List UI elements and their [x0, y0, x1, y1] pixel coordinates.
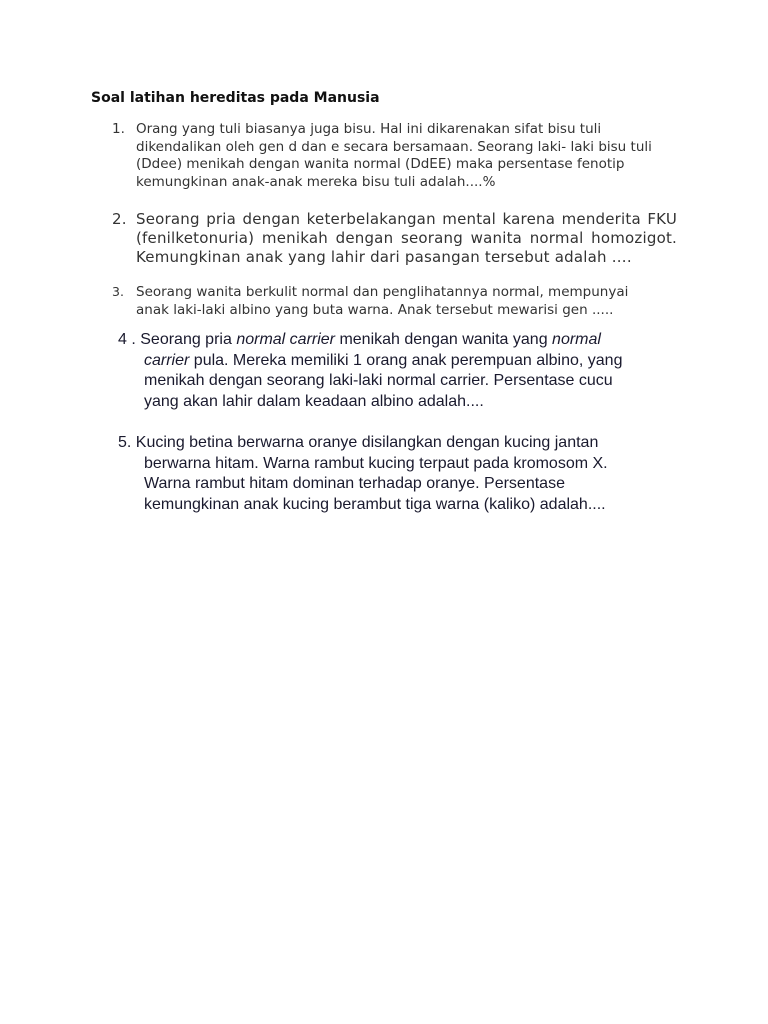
question-text [144, 454, 664, 516]
question-line: Warna rambut hitam dominan terhadap oranye. Persentase [144, 475, 565, 492]
question-line: Orang yang tuli biasanya juga bisu. Hal ini dikarenakan sifat bisu tuli [136, 121, 602, 137]
italic-term: normal carrier [236, 331, 335, 348]
question-text-segment: Seorang pria [135, 331, 237, 348]
question-line: Seorang pria dengan keterbelakangan mental karena menderita FKU [136, 210, 677, 228]
question-text [136, 210, 677, 267]
question-line: (Ddee) menikah dengan wanita normal (DdEE) maka persentase fenotip [136, 156, 625, 172]
question-line: yang akan lahir dalam keadaan albino adalah.... [144, 392, 484, 410]
italic-term: carrier [144, 351, 190, 369]
question-number: 2. [112, 210, 127, 228]
question-text-segment: menikah dengan wanita yang [335, 331, 553, 348]
question-line: dikendalikan oleh gen d dan e secara bersamaan. Seorang laki- laki bisu tuli [136, 138, 652, 155]
question-text [136, 283, 676, 319]
question-line: kemungkinan anak-anak mereka bisu tuli adalah....% [136, 173, 496, 190]
question-line: berwarna hitam. Warna rambut kucing terpaut pada kromosom X. [144, 454, 608, 472]
question-number: 3. [112, 284, 124, 299]
question-text [136, 121, 676, 191]
italic-term: normal [552, 331, 601, 348]
question-text [144, 351, 664, 413]
question-number: 1. [112, 121, 125, 137]
question-line: kemungkinan anak kucing berambut tiga warna (kaliko) adalah.... [144, 495, 606, 513]
question-number: 5. [118, 434, 132, 451]
question-number: 4 . [118, 331, 136, 348]
question-line: Kemungkinan anak yang lahir dari pasangan tersebut adalah …. [136, 248, 632, 266]
question-first-line [118, 330, 601, 351]
question-line: Seorang wanita berkulit normal dan penglihatannya normal, mempunyai [136, 284, 629, 300]
question-text-segment: Kucing betina berwarna oranye disilangkan dengan kucing jantan [131, 434, 599, 451]
question-first-line [118, 433, 598, 454]
page-title: Soal latihan hereditas pada Manusia [91, 90, 380, 106]
question-line: anak laki-laki albino yang buta warna. Anak tersebut mewarisi gen ..... [136, 302, 614, 318]
question-line: (fenilketonuria) menikah dengan seorang wanita normal homozigot. [136, 229, 677, 247]
question-line [144, 351, 664, 372]
question-text-segment: pula. Mereka memiliki 1 orang anak perempuan albino, yang [189, 351, 623, 369]
question-line: menikah dengan seorang laki-laki normal carrier. Persentase cucu [144, 372, 613, 389]
